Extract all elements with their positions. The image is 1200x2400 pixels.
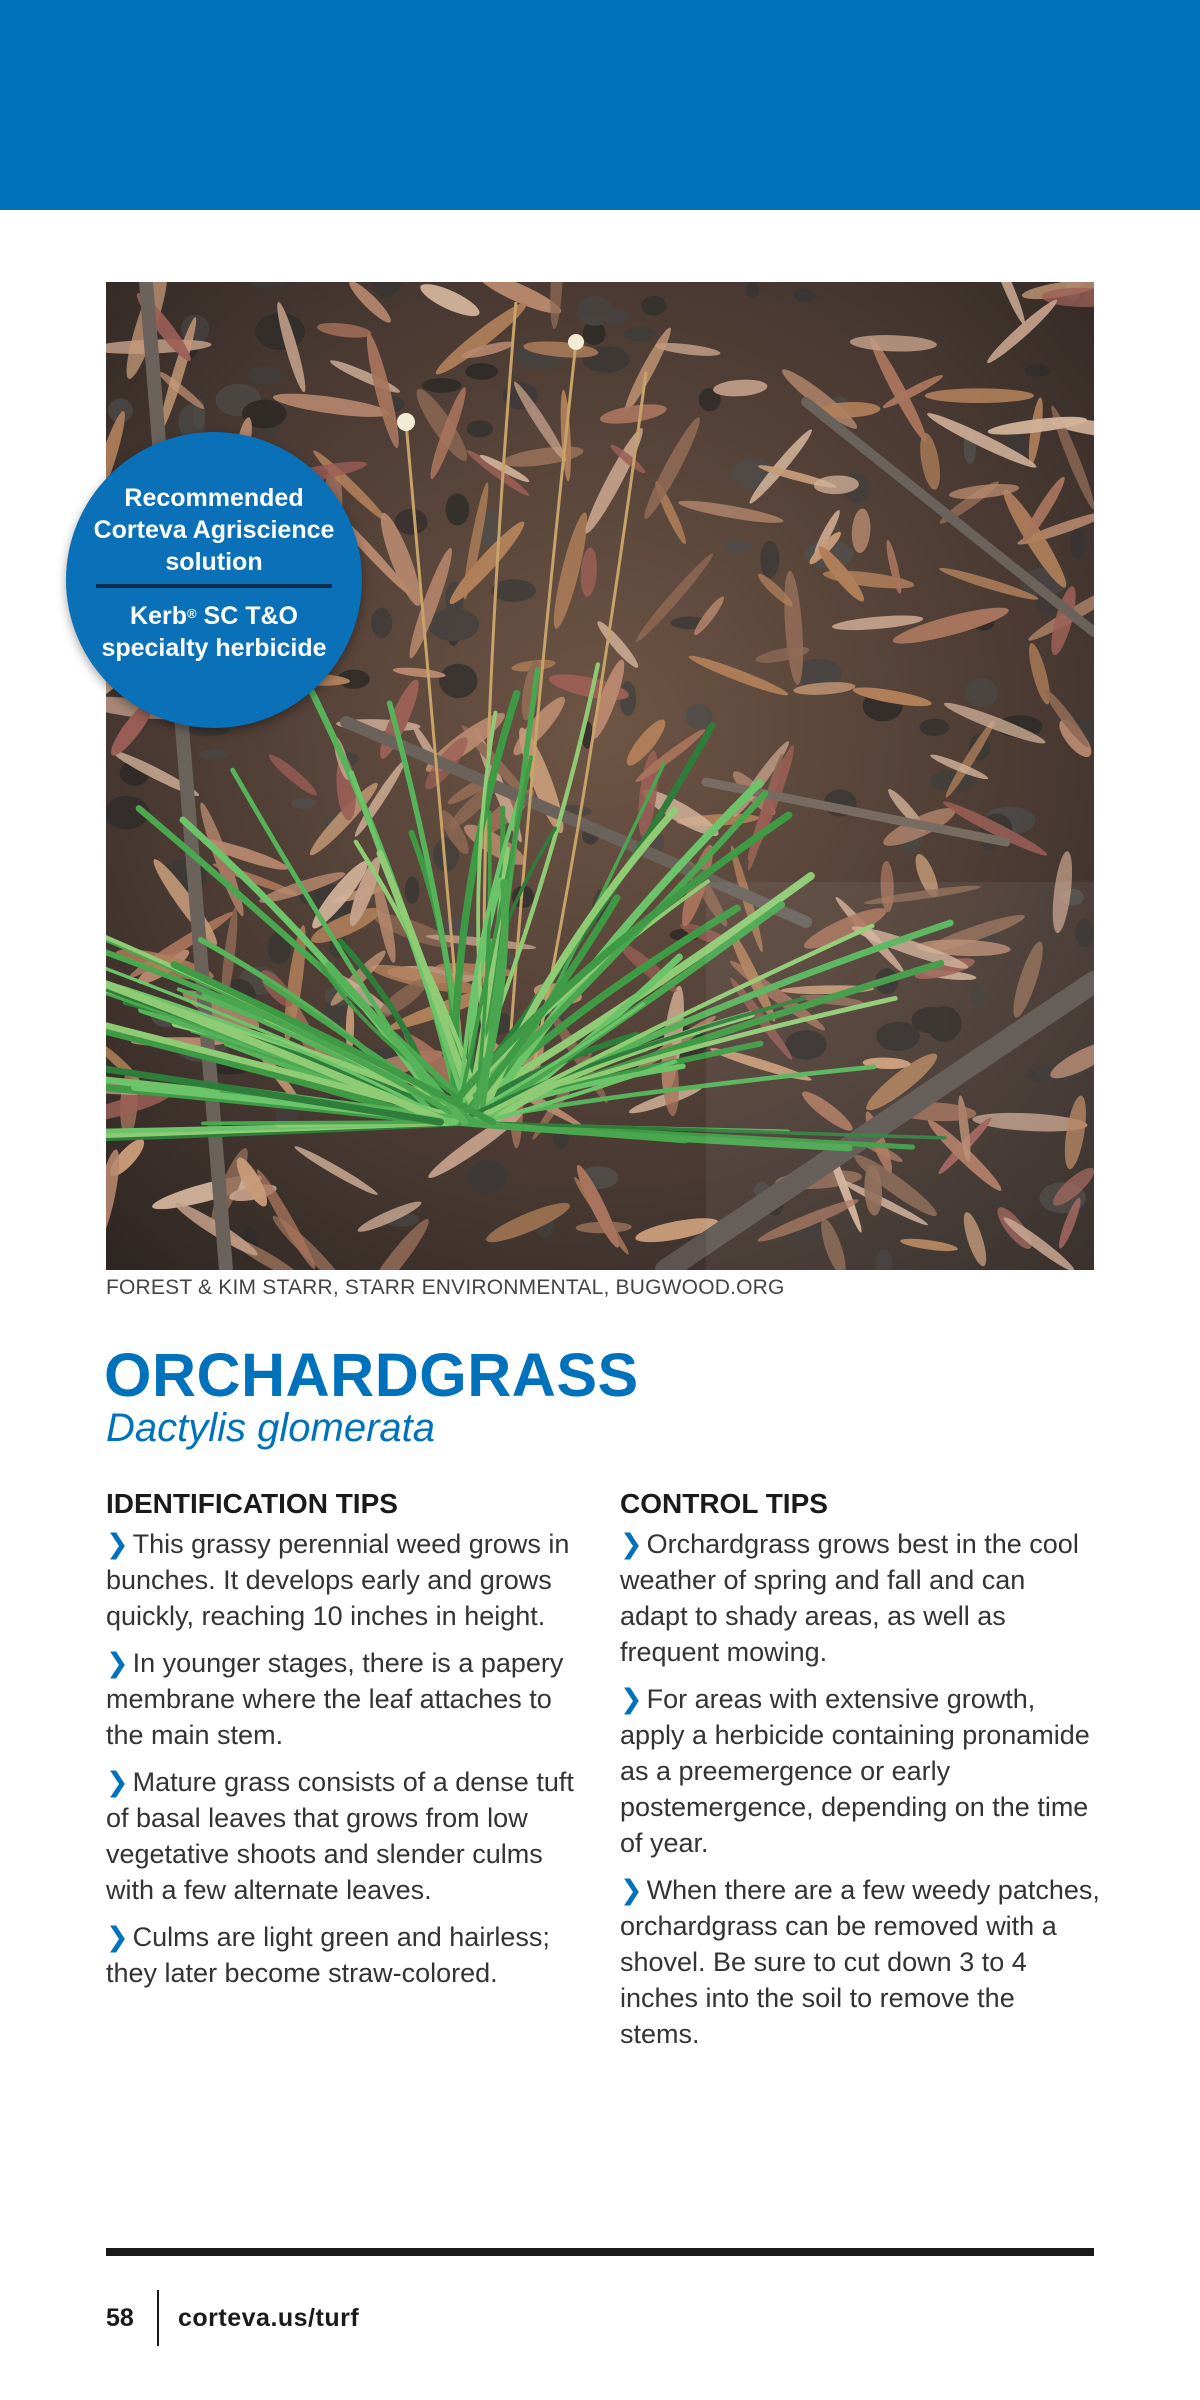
identification-tip: ❯ This grassy perennial weed grows in bunches. It develops early and grows quickly, reaching 10 inches in height.	[106, 1526, 586, 1634]
control-tip: ❯ For areas with extensive growth, apply a herbicide containing pronamide as a preemergence or early postemergence, depending on the time of year.	[620, 1681, 1100, 1861]
chevron-right-icon: ❯	[620, 1684, 643, 1714]
footer-url[interactable]: corteva.us/turf	[178, 2304, 360, 2332]
badge-divider	[96, 584, 332, 588]
identification-tips-section	[106, 1488, 586, 2002]
top-banner	[0, 0, 1200, 210]
identification-tip: ❯ In younger stages, there is a papery membrane where the leaf attaches to the main stem.	[106, 1645, 586, 1753]
badge-heading: Recommended Corteva Agriscience solution	[93, 484, 335, 576]
photo-credit: FOREST & KIM STARR, STARR ENVIRONMENTAL, BUGWOOD.ORG	[106, 1276, 785, 1299]
footer-divider	[157, 2290, 159, 2346]
page-number: 58	[106, 2304, 134, 2332]
registered-mark: ®	[186, 606, 197, 621]
chevron-right-icon: ❯	[106, 1767, 129, 1797]
weed-common-name: ORCHARDGRASS	[104, 1341, 639, 1409]
identification-tip: ❯ Culms are light green and hairless; they later become straw-colored.	[106, 1919, 586, 1991]
chevron-right-icon: ❯	[106, 1922, 129, 1952]
identification-tip: ❯ Mature grass consists of a dense tuft of basal leaves that grows from low vegetative shoots and slender culms with a few alternate leaves.	[106, 1764, 586, 1908]
control-tips-section	[620, 1488, 1100, 2063]
chevron-right-icon: ❯	[620, 1529, 643, 1559]
badge-product-name: Kerb	[130, 602, 187, 630]
identification-tips-heading: IDENTIFICATION TIPS	[106, 1488, 398, 1519]
control-tips-heading: CONTROL TIPS	[620, 1488, 828, 1519]
chevron-right-icon: ❯	[106, 1529, 129, 1559]
badge-product-rest: SC T&O specialty herbicide	[101, 602, 327, 662]
recommended-solution-badge	[66, 432, 362, 728]
badge-product	[84, 600, 344, 664]
weed-photo	[106, 282, 1094, 1270]
chevron-right-icon: ❯	[620, 1875, 643, 1905]
control-tip: ❯ When there are a few weedy patches, orchardgrass can be removed with a shovel. Be sure to cut down 3 to 4 inches into the soil to remove the stems.	[620, 1872, 1100, 2052]
chevron-right-icon: ❯	[106, 1648, 129, 1678]
footer-rule	[106, 2248, 1094, 2256]
weed-scientific-name: Dactylis glomerata	[106, 1406, 436, 1450]
control-tip: ❯ Orchardgrass grows best in the cool weather of spring and fall and can adapt to shady areas, as well as frequent mowing.	[620, 1526, 1100, 1670]
